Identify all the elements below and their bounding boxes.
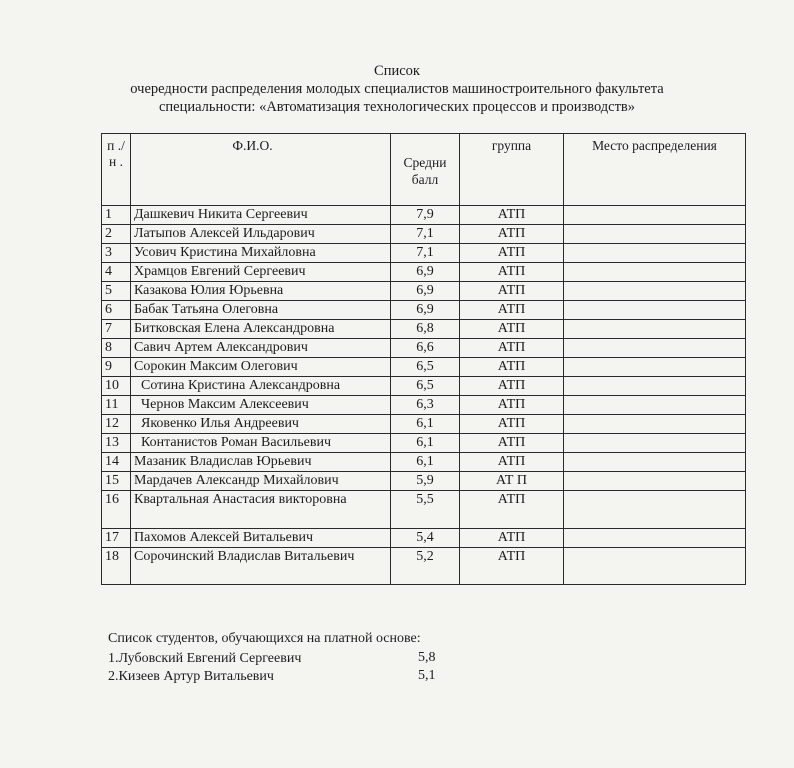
row-group: АТП — [460, 320, 564, 339]
row-fio: Контанистов Роман Васильевич — [131, 434, 391, 453]
row-group: АТП — [460, 206, 564, 225]
row-number: 16 — [102, 491, 131, 529]
row-score: 6,9 — [391, 282, 460, 301]
table-header-row — [102, 134, 746, 206]
row-place — [564, 301, 746, 320]
col-header-number: п ./ н . — [102, 134, 131, 206]
row-number: 13 — [102, 434, 131, 453]
row-group: АТП — [460, 339, 564, 358]
row-place — [564, 453, 746, 472]
col-header-score: Средни балл — [391, 134, 460, 206]
col-header-fio: Ф.И.О. — [131, 134, 391, 206]
row-number: 9 — [102, 358, 131, 377]
col-header-place: Место распределения — [564, 134, 746, 206]
row-score: 5,9 — [391, 472, 460, 491]
row-fio: Латыпов Алексей Ильдарович — [131, 225, 391, 244]
row-fio: Усович Кристина Михайловна — [131, 244, 391, 263]
table-row — [102, 415, 746, 434]
row-fio: Сорочинский Владислав Витальевич — [131, 548, 391, 585]
row-fio: Мардачев Александр Михайлович — [131, 472, 391, 491]
paid-student-name: 2.Кизеев Артур Витальевич — [108, 669, 274, 684]
paid-students-heading: Список студентов, обучающихся на платной основе: — [108, 631, 421, 646]
table-row — [102, 377, 746, 396]
row-group: АТП — [460, 377, 564, 396]
table-row — [102, 491, 746, 529]
row-place — [564, 282, 746, 301]
row-group: АТ П — [460, 472, 564, 491]
row-score: 6,3 — [391, 396, 460, 415]
row-place — [564, 377, 746, 396]
row-group: АТП — [460, 358, 564, 377]
row-place — [564, 225, 746, 244]
row-fio: Бабак Татьяна Олеговна — [131, 301, 391, 320]
row-fio: Мазаник Владислав Юрьевич — [131, 453, 391, 472]
row-number: 11 — [102, 396, 131, 415]
row-score: 7,1 — [391, 225, 460, 244]
row-group: АТП — [460, 396, 564, 415]
row-number: 15 — [102, 472, 131, 491]
table-row — [102, 282, 746, 301]
table-row — [102, 339, 746, 358]
row-place — [564, 244, 746, 263]
row-score: 6,1 — [391, 453, 460, 472]
row-fio: Савич Артем Александрович — [131, 339, 391, 358]
distribution-table — [101, 133, 746, 585]
row-fio: Сотина Кристина Александровна — [131, 377, 391, 396]
table-row — [102, 206, 746, 225]
row-number: 17 — [102, 529, 131, 548]
row-number: 3 — [102, 244, 131, 263]
table-row — [102, 453, 746, 472]
row-place — [564, 491, 746, 529]
row-group: АТП — [460, 244, 564, 263]
row-fio: Пахомов Алексей Витальевич — [131, 529, 391, 548]
row-number: 4 — [102, 263, 131, 282]
row-place — [564, 548, 746, 585]
row-number: 14 — [102, 453, 131, 472]
paid-student-score: 5,8 — [418, 650, 436, 665]
row-place — [564, 206, 746, 225]
row-place — [564, 415, 746, 434]
row-score: 6,8 — [391, 320, 460, 339]
row-group: АТП — [460, 548, 564, 585]
row-group: АТП — [460, 529, 564, 548]
row-place — [564, 396, 746, 415]
row-fio: Храмцов Евгений Сергеевич — [131, 263, 391, 282]
row-number: 10 — [102, 377, 131, 396]
table-row — [102, 529, 746, 548]
row-place — [564, 472, 746, 491]
table-row — [102, 225, 746, 244]
table-row — [102, 244, 746, 263]
row-score: 5,5 — [391, 491, 460, 529]
row-fio: Битковская Елена Александровна — [131, 320, 391, 339]
title-specialty: специальности: «Автоматизация технологических процессов и производств» — [158, 99, 636, 115]
row-fio: Дашкевич Никита Сергеевич — [131, 206, 391, 225]
row-group: АТП — [460, 282, 564, 301]
row-fio: Яковенко Илья Андреевич — [131, 415, 391, 434]
row-number: 18 — [102, 548, 131, 585]
row-score: 5,4 — [391, 529, 460, 548]
row-place — [564, 434, 746, 453]
row-score: 7,1 — [391, 244, 460, 263]
row-score: 7,9 — [391, 206, 460, 225]
row-number: 2 — [102, 225, 131, 244]
row-number: 12 — [102, 415, 131, 434]
table-row — [102, 263, 746, 282]
table-row — [102, 548, 746, 585]
row-number: 8 — [102, 339, 131, 358]
table-row — [102, 358, 746, 377]
row-score: 6,6 — [391, 339, 460, 358]
row-fio: Квартальная Анастасия викторовна — [131, 491, 391, 529]
row-fio: Чернов Максим Алексеевич — [131, 396, 391, 415]
table-row — [102, 396, 746, 415]
row-score: 6,9 — [391, 263, 460, 282]
row-place — [564, 339, 746, 358]
row-group: АТП — [460, 415, 564, 434]
paid-student-name: 1.Лубовский Евгений Сергеевич — [108, 651, 302, 666]
title-list: Список — [374, 63, 420, 79]
title-subtitle: очередности распределения молодых специалистов машиностроительного факультета — [130, 81, 664, 97]
row-number: 7 — [102, 320, 131, 339]
table-row — [102, 434, 746, 453]
row-group: АТП — [460, 225, 564, 244]
row-place — [564, 263, 746, 282]
row-score: 6,5 — [391, 358, 460, 377]
table-row — [102, 301, 746, 320]
row-number: 1 — [102, 206, 131, 225]
row-group: АТП — [460, 434, 564, 453]
paid-student-score: 5,1 — [418, 668, 436, 683]
row-place — [564, 529, 746, 548]
col-header-group: группа — [460, 134, 564, 206]
row-fio: Казакова Юлия Юрьевна — [131, 282, 391, 301]
row-score: 6,1 — [391, 434, 460, 453]
row-number: 5 — [102, 282, 131, 301]
row-number: 6 — [102, 301, 131, 320]
table-row — [102, 472, 746, 491]
row-group: АТП — [460, 491, 564, 529]
row-place — [564, 358, 746, 377]
row-score: 6,5 — [391, 377, 460, 396]
row-group: АТП — [460, 301, 564, 320]
row-fio: Сорокин Максим Олегович — [131, 358, 391, 377]
row-group: АТП — [460, 263, 564, 282]
table-row — [102, 320, 746, 339]
row-score: 5,2 — [391, 548, 460, 585]
row-score: 6,1 — [391, 415, 460, 434]
row-score: 6,9 — [391, 301, 460, 320]
row-place — [564, 320, 746, 339]
row-group: АТП — [460, 453, 564, 472]
